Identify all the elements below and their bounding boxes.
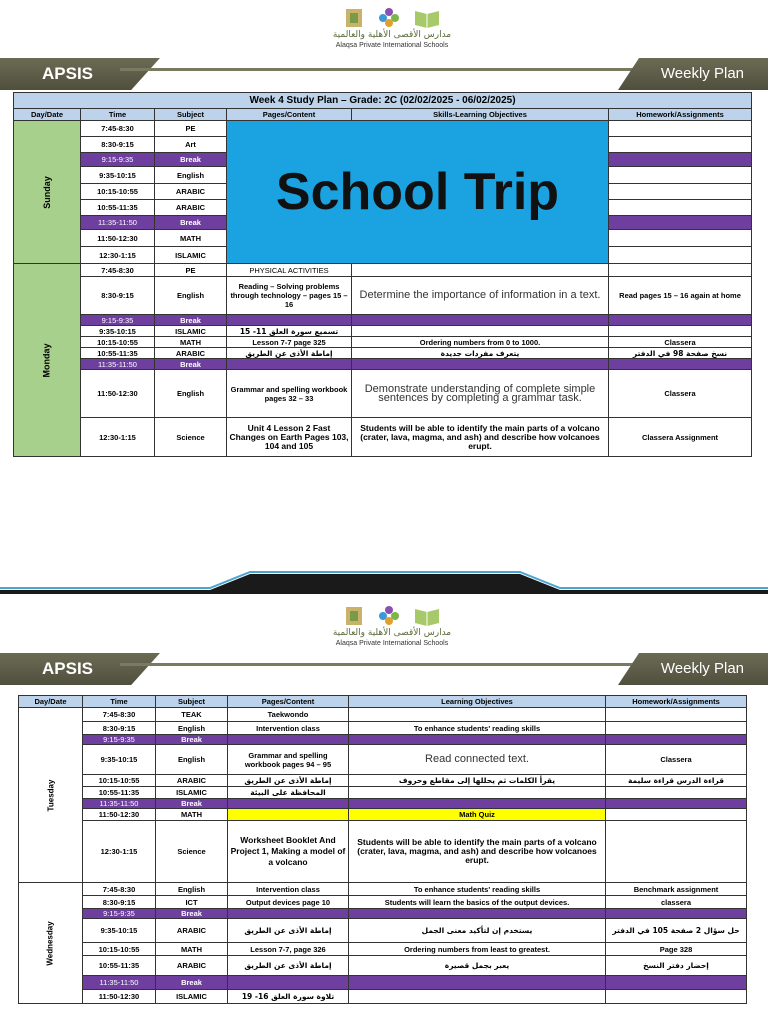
homework-cell: حل سؤال 2 صفحة 105 في الدفتر bbox=[606, 919, 747, 943]
table-row bbox=[19, 990, 747, 1004]
time-cell: 11:35-11:50 bbox=[81, 359, 155, 370]
logo-english-name: Alaqsa Private International Schools bbox=[335, 640, 449, 647]
subject-cell: ISLAMIC bbox=[155, 326, 227, 337]
table-row bbox=[14, 277, 752, 315]
content-cell: Taekwondo bbox=[228, 708, 349, 722]
subject-cell: ARABIC bbox=[155, 200, 227, 216]
book-icon bbox=[413, 5, 441, 29]
table-row bbox=[14, 418, 752, 457]
subject-cell: ARABIC bbox=[156, 956, 228, 976]
break-row bbox=[19, 976, 747, 990]
subject-cell: Science bbox=[155, 418, 227, 457]
subject-cell: English bbox=[155, 370, 227, 418]
subject-cell: Break bbox=[156, 976, 228, 990]
subject-cell: Break bbox=[156, 735, 228, 745]
homework-cell: Classera Assignment bbox=[609, 418, 752, 457]
content-cell: تلاوة سورة العلق 16- 19 bbox=[228, 990, 349, 1004]
homework-cell: Classera bbox=[609, 337, 752, 348]
logo-arabic-name: مدارس الأقصى الأهلية والعالمية bbox=[332, 30, 452, 40]
header-subject: Subject bbox=[156, 696, 228, 708]
objective-cell: Read connected text. bbox=[349, 745, 606, 775]
time-cell: 12:30-1:15 bbox=[81, 247, 155, 264]
subject-cell: PE bbox=[155, 264, 227, 277]
homework-cell: Classera bbox=[609, 370, 752, 418]
subject-cell: ISLAMIC bbox=[155, 247, 227, 264]
homework-cell: Benchmark assignment bbox=[606, 883, 747, 896]
time-cell: 9:15-9:35 bbox=[83, 909, 156, 919]
time-cell: 8:30-9:15 bbox=[81, 277, 155, 315]
objective-cell: Students will learn the basics of the output devices. bbox=[349, 896, 606, 909]
header-homework: Homework/Assignments bbox=[609, 109, 752, 121]
table-row bbox=[14, 326, 752, 337]
logo-english-name: Alaqsa Private International Schools bbox=[335, 42, 449, 49]
table-row bbox=[19, 787, 747, 799]
homework-cell bbox=[609, 264, 752, 277]
time-cell: 7:45-8:30 bbox=[81, 264, 155, 277]
time-cell: 11:35-11:50 bbox=[83, 976, 156, 990]
header-pages: Pages/Content bbox=[228, 696, 349, 708]
apsis-label: APSIS bbox=[42, 659, 94, 678]
objective-cell: Demonstrate understanding of complete simple sentences by completing a grammar task. bbox=[352, 370, 609, 418]
weekly-plan-label: Weekly Plan bbox=[660, 660, 744, 677]
subject-cell: MATH bbox=[156, 943, 228, 956]
subject-cell: Break bbox=[156, 799, 228, 809]
time-cell: 9:35-10:15 bbox=[81, 167, 155, 184]
header-pages: Pages/Content bbox=[227, 109, 352, 121]
subject-cell: ICT bbox=[156, 896, 228, 909]
header-objectives: Skills-Learning Objectives bbox=[352, 109, 609, 121]
homework-cell bbox=[606, 708, 747, 722]
time-cell: 10:15-10:55 bbox=[83, 943, 156, 956]
weekly-plan-label: Weekly Plan bbox=[660, 65, 744, 82]
subject-cell: ISLAMIC bbox=[156, 990, 228, 1004]
school-logo bbox=[330, 602, 454, 652]
subject-cell: ARABIC bbox=[156, 919, 228, 943]
time-cell: 9:35-10:15 bbox=[81, 326, 155, 337]
content-cell: Reading – Solving problems through technology – pages 15 – 16 bbox=[227, 277, 352, 315]
subject-cell: MATH bbox=[155, 230, 227, 247]
time-cell: 12:30-1:15 bbox=[81, 418, 155, 457]
subject-cell: English bbox=[155, 277, 227, 315]
logo-arabic-name: مدارس الأقصى الأهلية والعالمية bbox=[332, 628, 452, 638]
time-cell: 10:15-10:55 bbox=[83, 775, 156, 787]
subject-cell: English bbox=[156, 745, 228, 775]
content-cell: Output devices page 10 bbox=[228, 896, 349, 909]
time-cell: 10:15-10:55 bbox=[81, 337, 155, 348]
break-row bbox=[19, 799, 747, 809]
time-cell: 7:45-8:30 bbox=[83, 883, 156, 896]
header-time: Time bbox=[81, 109, 155, 121]
objective-cell: يستخدم إن لتأكيد معنى الجمل bbox=[349, 919, 606, 943]
objective-cell bbox=[349, 990, 606, 1004]
subject-cell: MATH bbox=[155, 337, 227, 348]
emblem-icon bbox=[343, 603, 365, 627]
time-cell: 10:55-11:35 bbox=[81, 200, 155, 216]
header-day: Day/Date bbox=[14, 109, 81, 121]
content-cell: إماطة الأذى عن الطريق bbox=[228, 919, 349, 943]
header-banner bbox=[0, 653, 768, 685]
time-cell: 8:30-9:15 bbox=[83, 722, 156, 735]
plan-title: Week 4 Study Plan – Grade: 2C (02/02/2025 - 06/02/2025) bbox=[14, 93, 752, 109]
day-cell-tuesday: Tuesday bbox=[19, 708, 83, 883]
subject-cell: English bbox=[156, 722, 228, 735]
objective-cell: Students will be able to identify the main parts of a volcano (crater, lava, magma, and ash) and describe how volcanoes erupt. bbox=[352, 418, 609, 457]
objective-cell: Ordering numbers from 0 to 1000. bbox=[352, 337, 609, 348]
apsis-label: APSIS bbox=[42, 64, 94, 83]
day-cell-monday: Monday bbox=[14, 264, 81, 457]
break-row bbox=[14, 359, 752, 370]
homework-cell: إحضار دفتر النسخ bbox=[606, 956, 747, 976]
day-cell-wednesday: Wednesday bbox=[19, 883, 83, 1004]
time-cell: 8:30-9:15 bbox=[81, 137, 155, 153]
subject-cell: Break bbox=[155, 216, 227, 230]
homework-cell bbox=[606, 787, 747, 799]
subject-cell: TEAK bbox=[156, 708, 228, 722]
content-cell: Grammar and spelling workbook pages 32 – 33 bbox=[227, 370, 352, 418]
school-logo bbox=[330, 4, 454, 54]
time-cell: 10:55-11:35 bbox=[83, 956, 156, 976]
time-cell: 8:30-9:15 bbox=[83, 896, 156, 909]
content-cell: تسميع سورة العلق 11- 15 bbox=[227, 326, 352, 337]
subject-cell: Break bbox=[155, 315, 227, 326]
header-objectives: Learning Objectives bbox=[349, 696, 606, 708]
objective-cell: To enhance students' reading skills bbox=[349, 722, 606, 735]
content-cell: المحافظة على البيئة bbox=[228, 787, 349, 799]
study-plan-table-1 bbox=[13, 92, 752, 457]
flower-icon bbox=[377, 603, 401, 627]
content-cell: Unit 4 Lesson 2 Fast Changes on Earth Pages 103, 104 and 105 bbox=[227, 418, 352, 457]
table-row bbox=[19, 896, 747, 909]
homework-cell bbox=[609, 326, 752, 337]
table-row bbox=[19, 943, 747, 956]
table-row bbox=[19, 745, 747, 775]
content-cell: Intervention class bbox=[228, 722, 349, 735]
homework-cell: قراءة الدرس قراءة سليمة bbox=[606, 775, 747, 787]
subject-cell: Science bbox=[156, 821, 228, 883]
table-row bbox=[14, 370, 752, 418]
homework-cell bbox=[606, 809, 747, 821]
homework-cell: Classera bbox=[606, 745, 747, 775]
content-cell: Worksheet Booklet And Project 1, Making a model of a volcano bbox=[228, 821, 349, 883]
objective-cell bbox=[352, 264, 609, 277]
page-gap bbox=[0, 520, 768, 598]
study-plan-table-2 bbox=[18, 695, 747, 1004]
break-row bbox=[19, 909, 747, 919]
objective-cell: يتعرف مفردات جديدة bbox=[352, 348, 609, 359]
break-row bbox=[19, 735, 747, 745]
time-cell: 9:35-10:15 bbox=[83, 919, 156, 943]
day-cell-sunday: Sunday bbox=[14, 121, 81, 264]
content-cell: PHYSICAL ACTIVITIES bbox=[227, 264, 352, 277]
table-row bbox=[19, 809, 747, 821]
page-2 bbox=[0, 598, 768, 1024]
header-day: Day/Date bbox=[19, 696, 83, 708]
table-row bbox=[14, 121, 752, 137]
header-subject: Subject bbox=[155, 109, 227, 121]
subject-cell: PE bbox=[155, 121, 227, 137]
objective-cell: يقرأ الكلمات ثم يحللها إلى مقاطع وحروف bbox=[349, 775, 606, 787]
time-cell: 9:15-9:35 bbox=[81, 315, 155, 326]
flower-icon bbox=[377, 5, 401, 29]
subject-cell: Break bbox=[156, 909, 228, 919]
content-cell: Lesson 7-7, page 326 bbox=[228, 943, 349, 956]
objective-cell: يعبر بجمل قصيرة bbox=[349, 956, 606, 976]
table-row bbox=[14, 264, 752, 277]
objective-cell: Students will be able to identify the main parts of a volcano (crater, lava, magma, and ash) and describe how volcanoes erupt. bbox=[349, 821, 606, 883]
table-row bbox=[19, 883, 747, 896]
content-cell: إماطة الأذى عن الطريق bbox=[228, 775, 349, 787]
homework-cell bbox=[606, 990, 747, 1004]
subject-cell: Break bbox=[155, 359, 227, 370]
objective-cell: Determine the importance of information in a text. bbox=[352, 277, 609, 315]
subject-cell: English bbox=[156, 883, 228, 896]
objective-cell: To enhance students' reading skills bbox=[349, 883, 606, 896]
content-cell bbox=[228, 809, 349, 821]
school-trip-banner: School Trip bbox=[227, 121, 609, 264]
time-cell: 7:45-8:30 bbox=[81, 121, 155, 137]
time-cell: 11:35-11:50 bbox=[81, 216, 155, 230]
math-quiz-cell: Math Quiz bbox=[349, 809, 606, 821]
content-cell: Lesson 7-7 page 325 bbox=[227, 337, 352, 348]
objective-cell bbox=[349, 708, 606, 722]
objective-cell bbox=[352, 326, 609, 337]
homework-cell: نسخ صفحة 98 في الدفتر bbox=[609, 348, 752, 359]
homework-cell bbox=[606, 722, 747, 735]
subject-cell: ISLAMIC bbox=[156, 787, 228, 799]
content-cell: Grammar and spelling workbook pages 94 – 95 bbox=[228, 745, 349, 775]
objective-cell bbox=[349, 787, 606, 799]
time-cell: 9:35-10:15 bbox=[83, 745, 156, 775]
time-cell: 11:35-11:50 bbox=[83, 799, 156, 809]
time-cell: 10:55-11:35 bbox=[83, 787, 156, 799]
time-cell: 9:15-9:35 bbox=[83, 735, 156, 745]
subject-cell: ARABIC bbox=[155, 184, 227, 200]
table-row bbox=[19, 708, 747, 722]
subject-cell: MATH bbox=[156, 809, 228, 821]
homework-cell: classera bbox=[606, 896, 747, 909]
content-cell: إماطة الأذى عن الطريق bbox=[228, 956, 349, 976]
header-banner bbox=[0, 58, 768, 90]
objective-cell: Ordering numbers from least to greatest. bbox=[349, 943, 606, 956]
time-cell: 10:15-10:55 bbox=[81, 184, 155, 200]
header-homework: Homework/Assignments bbox=[606, 696, 747, 708]
table-row bbox=[14, 348, 752, 359]
content-cell: إماطة الأذى عن الطريق bbox=[227, 348, 352, 359]
homework-cell: Page 328 bbox=[606, 943, 747, 956]
subject-cell: ARABIC bbox=[155, 348, 227, 359]
table-row bbox=[19, 722, 747, 735]
table-row bbox=[14, 337, 752, 348]
subject-cell: ARABIC bbox=[156, 775, 228, 787]
time-cell: 11:50-12:30 bbox=[83, 990, 156, 1004]
table-row bbox=[19, 956, 747, 976]
table-row bbox=[19, 821, 747, 883]
decorative-swoosh bbox=[0, 568, 768, 594]
homework-cell bbox=[606, 821, 747, 883]
time-cell: 11:50-12:30 bbox=[81, 370, 155, 418]
subject-cell: English bbox=[155, 167, 227, 184]
subject-cell: Art bbox=[155, 137, 227, 153]
table-row bbox=[19, 775, 747, 787]
subject-cell: Break bbox=[155, 153, 227, 167]
break-row bbox=[14, 315, 752, 326]
header-time: Time bbox=[83, 696, 156, 708]
homework-cell: Read pages 15 – 16 again at home bbox=[609, 277, 752, 315]
time-cell: 7:45-8:30 bbox=[83, 708, 156, 722]
table-row bbox=[19, 919, 747, 943]
time-cell: 11:50-12:30 bbox=[83, 809, 156, 821]
content-cell: Intervention class bbox=[228, 883, 349, 896]
book-icon bbox=[413, 603, 441, 627]
time-cell: 9:15-9:35 bbox=[81, 153, 155, 167]
time-cell: 12:30-1:15 bbox=[83, 821, 156, 883]
emblem-icon bbox=[343, 5, 365, 29]
time-cell: 10:55-11:35 bbox=[81, 348, 155, 359]
time-cell: 11:50-12:30 bbox=[81, 230, 155, 247]
